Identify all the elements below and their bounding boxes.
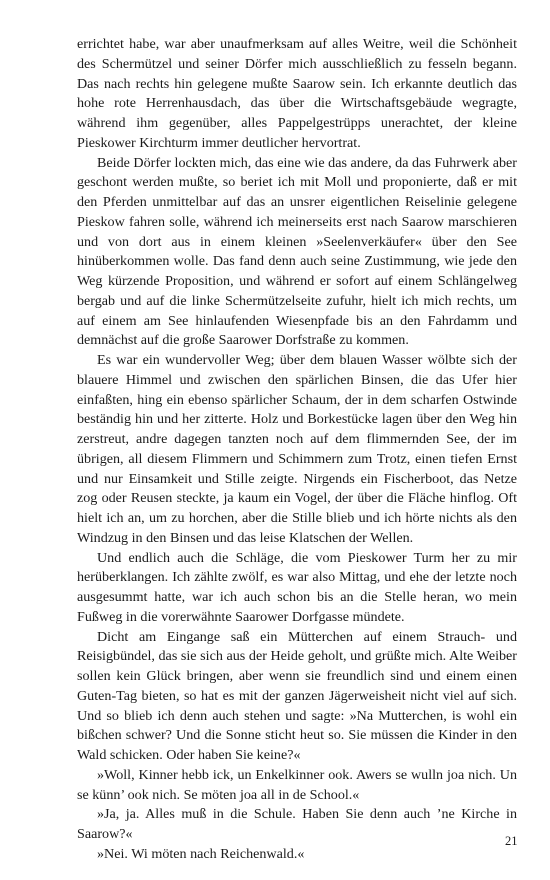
paragraph-7: »Ja, ja. Alles muß in die Schule. Haben Sie denn auch ’ne Kirche in Saarow?« (77, 806, 517, 842)
paragraph-6: »Woll, Kinner hebb ick, un Enkelkinner ook. Awers se wulln joa nich. Un se künn’ ook nich. Se möten joa all in de School.« (77, 766, 517, 803)
book-page (77, 35, 517, 865)
paragraph-5: Dicht am Eingange saß ein Mütterchen auf einem Strauch- und Reisigbündel, das sie sich aus der Heide geholt, und grüßte mich. Alte Weiber sollen kein Glück bringen, aber wenn sie freundlich sind und einem einen Guten-Tag bieten, so hat es mit der ganzen Jägerweisheit nicht viel auf sich. Und so blieb ich denn auch stehen und sagte: »Na Mutterchen, is wohl ein bißchen schwer? Und die Sonne sticht heut so. Sie müssen die Kinder in den Wald schicken. Oder haben Sie keine?« (77, 628, 517, 763)
paragraph-4: Und endlich auch die Schläge, die vom Pieskower Turm her zu mir herüberklangen. Ich zählte zwölf, es war also Mittag, und ehe der letzte noch ausgesummt hatte, war ich auch schon bis an die Stelle heran, wo mein Fußweg in die vorerwähnte Saarower Dorfgasse mündete. (77, 549, 517, 625)
paragraph-1: errichtet habe, war aber unaufmerksam auf alles Weitre, weil die Schönheit des Schermützel und seiner Dörfer mich ausschließlich zu fesseln begann. Das nach rechts hin gelegene mußte Saarow sein. Ich erkannte deutlich das hohe rote Herrenhausdach, das über die Wirtschaftsgebäude wegragte, während ihm gegenüber, alles Pappelgestrüpps unerachtet, der kleine Pieskower Kirchturm immer deutlicher hervortrat. (77, 36, 517, 151)
paragraph-3: Es war ein wundervoller Weg; über dem blauen Wasser wölbte sich der blauere Himmel und zwischen den spärlichen Binsen, die das Ufer hier einfaßten, hing ein ebenso spärlicher Schaum, der in dem scharfen Ostwinde beständig hin und her zitterte. Holz und Borkestücke lagen über den Weg hin zerstreut, andre dagegen tanzten noch auf dem flimmernden See, der im übrigen, all diesem Flimmern und Schimmern zum Trotz, einen tiefen Ernst und nur Einsamkeit und Stille zeigte. Nirgends ein Fischerboot, das Netze zog oder Reusen steckte, ja kaum ein Vogel, der über die Fläche hinflog. Oft hielt ich an, um zu horchen, aber die Stille blieb und ich hörte nichts als den Windzug in den Binsen und das leise Klatschen der Wellen. (77, 352, 517, 546)
paragraph-2: Beide Dörfer lockten mich, das eine wie das andere, da das Fuhrwerk aber geschont werden mußte, so beriet ich mit Moll und proponierte, daß er mit den Pferden unmittelbar auf das an unsrer eigentlichen Reiselinie gelegene Pieskow fahren solle, während ich meinerseits erst nach Saarow marschieren und von dort aus in einem kleinen »Seelenverkäufer« über den See hinüberkommen wolle. Das fand denn auch seine Zustimmung, wie jede den Weg kürzende Proposition, und während er sofort auf einem Schlängelweg bergab und auf die linke Schermützelseite zufuhr, hielt ich mich rechts, um auf einem am See hinlaufenden Wiesenpfade bis an den Fahrdamm und demnächst auf die große Saarower Dorfstraße zu kommen. (77, 154, 517, 349)
paragraph-8: »Nei. Wi möten nach Reichenwald.« (97, 845, 305, 862)
page-number: 21 (505, 834, 518, 848)
